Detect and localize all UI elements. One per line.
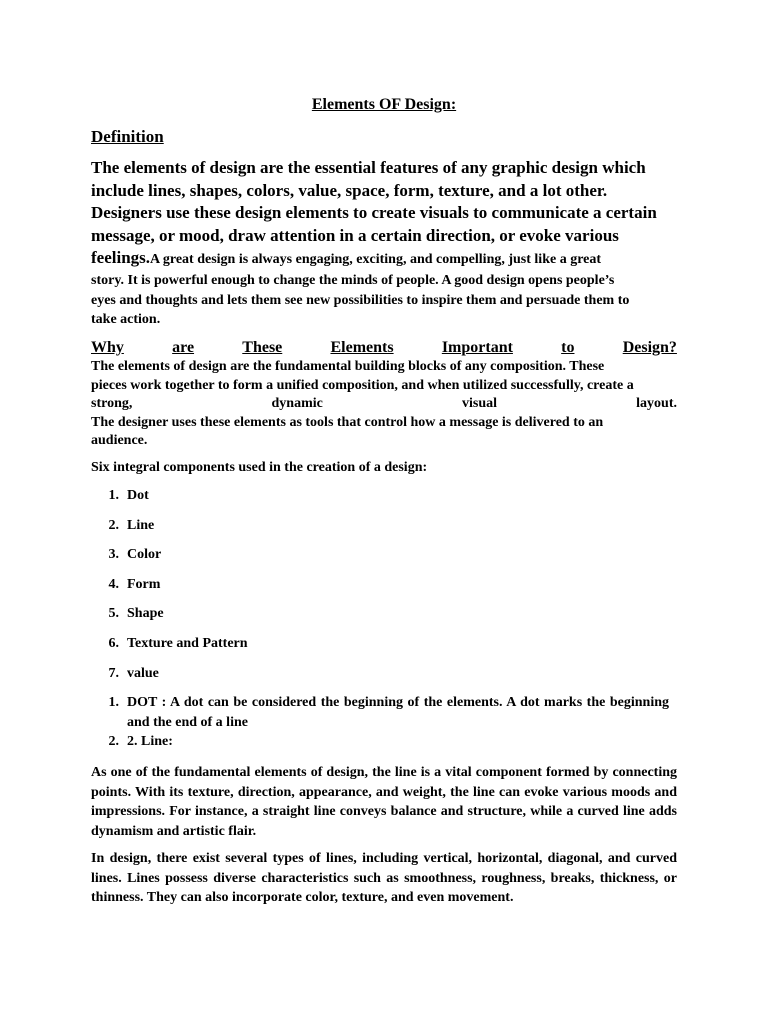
- list-number: 1.: [108, 695, 119, 710]
- why-heading-word: Design?: [622, 339, 677, 356]
- why-heading-word: Why: [91, 339, 124, 356]
- why-heading-word: are: [172, 339, 195, 356]
- list-label: Form: [127, 576, 161, 592]
- list-item: [91, 516, 677, 546]
- list-item: [91, 545, 677, 575]
- list-item: [91, 693, 677, 732]
- list-item: [91, 634, 677, 664]
- list-label: Shape: [127, 606, 164, 622]
- intro-tail: [91, 271, 677, 330]
- list-number: 1.: [108, 488, 119, 503]
- details-list: [91, 693, 677, 752]
- why-body: [91, 358, 677, 451]
- intro-feelings: feelings.: [91, 248, 151, 267]
- intro-line: The elements of design are the essential features of any graphic design which: [91, 158, 646, 177]
- list-item: [91, 575, 677, 605]
- page-title: Elements OF Design:: [311, 96, 457, 113]
- list-label: Dot: [127, 488, 149, 503]
- intro-tail-line: eyes and thoughts and lets them see new possibilities to inspire them and persuade them to: [91, 292, 630, 308]
- list-label: value: [127, 665, 159, 681]
- why-line-justified: [91, 395, 677, 414]
- why-line: audience.: [91, 433, 148, 448]
- why-line: The elements of design are the fundamental building blocks of any composition. These: [91, 359, 605, 374]
- list-text: DOT : A dot can be considered the beginning of the elements. A dot marks the beginning and the end of a line: [127, 695, 669, 730]
- list-label: Texture and Pattern: [127, 635, 248, 651]
- list-item: [91, 604, 677, 634]
- list-item: [91, 486, 677, 516]
- why-heading-word: These: [242, 339, 283, 356]
- why-word: visual: [461, 396, 497, 411]
- why-word: strong,: [91, 396, 133, 411]
- intro-tail-line: story. It is powerful enough to change the minds of people. A good design opens people’s: [91, 273, 615, 288]
- intro-paragraph: [91, 157, 677, 270]
- line-types-paragraph: In design, there exist several types of lines, including vertical, horizontal, diagonal, and curved lines. Lines possess diverse characteristics such as smoothness, roughness, breaks, thickness, or thinness. They can also incorporate color, texture, and even movement.: [91, 851, 677, 905]
- list-label: Color: [127, 547, 162, 563]
- intro-line-mixed: [91, 247, 677, 270]
- why-word: layout.: [636, 396, 677, 411]
- list-number: 3.: [108, 547, 119, 563]
- why-heading-word: to: [561, 339, 575, 356]
- list-item: [91, 664, 677, 694]
- intro-line: Designers use these design elements to create visuals to communicate a certain: [91, 203, 657, 222]
- why-heading-word: Elements: [330, 339, 394, 356]
- list-number: 2.: [108, 517, 119, 533]
- list-item: [91, 732, 677, 752]
- list-number: 2.: [108, 734, 119, 749]
- list-number: 7.: [108, 665, 119, 681]
- list-text: 2. Line:: [127, 734, 173, 749]
- components-list: [91, 486, 677, 693]
- intro-small-start: A great design is always engaging, exciting, and compelling, just like a great: [150, 252, 602, 267]
- why-heading-word: Important: [441, 339, 513, 356]
- list-label: Line: [127, 517, 155, 533]
- components-intro: Six integral components used in the creation of a design:: [91, 460, 428, 475]
- list-number: 5.: [108, 606, 119, 622]
- definition-heading: Definition: [91, 127, 164, 146]
- intro-line: include lines, shapes, colors, value, space, form, texture, and a lot other.: [91, 180, 608, 200]
- why-word: dynamic: [271, 396, 323, 411]
- why-heading: [91, 339, 677, 357]
- list-number: 4.: [108, 576, 119, 592]
- intro-tail-line: take action.: [91, 312, 161, 327]
- list-number: 6.: [108, 635, 119, 651]
- why-line: The designer uses these elements as tools that control how a message is delivered to an: [91, 414, 604, 430]
- intro-line: message, or mood, draw attention in a certain direction, or evoke various: [91, 225, 619, 245]
- line-paragraph: As one of the fundamental elements of design, the line is a vital component formed by connecting points. With its texture, direction, appearance, and weight, the line can evoke various moods and impressions. For instance, a straight line conveys balance and structure, while a curved line adds dynamism and artistic flair.: [91, 765, 677, 839]
- why-line: pieces work together to form a unified composition, and when utilized successfully, create a: [91, 377, 634, 393]
